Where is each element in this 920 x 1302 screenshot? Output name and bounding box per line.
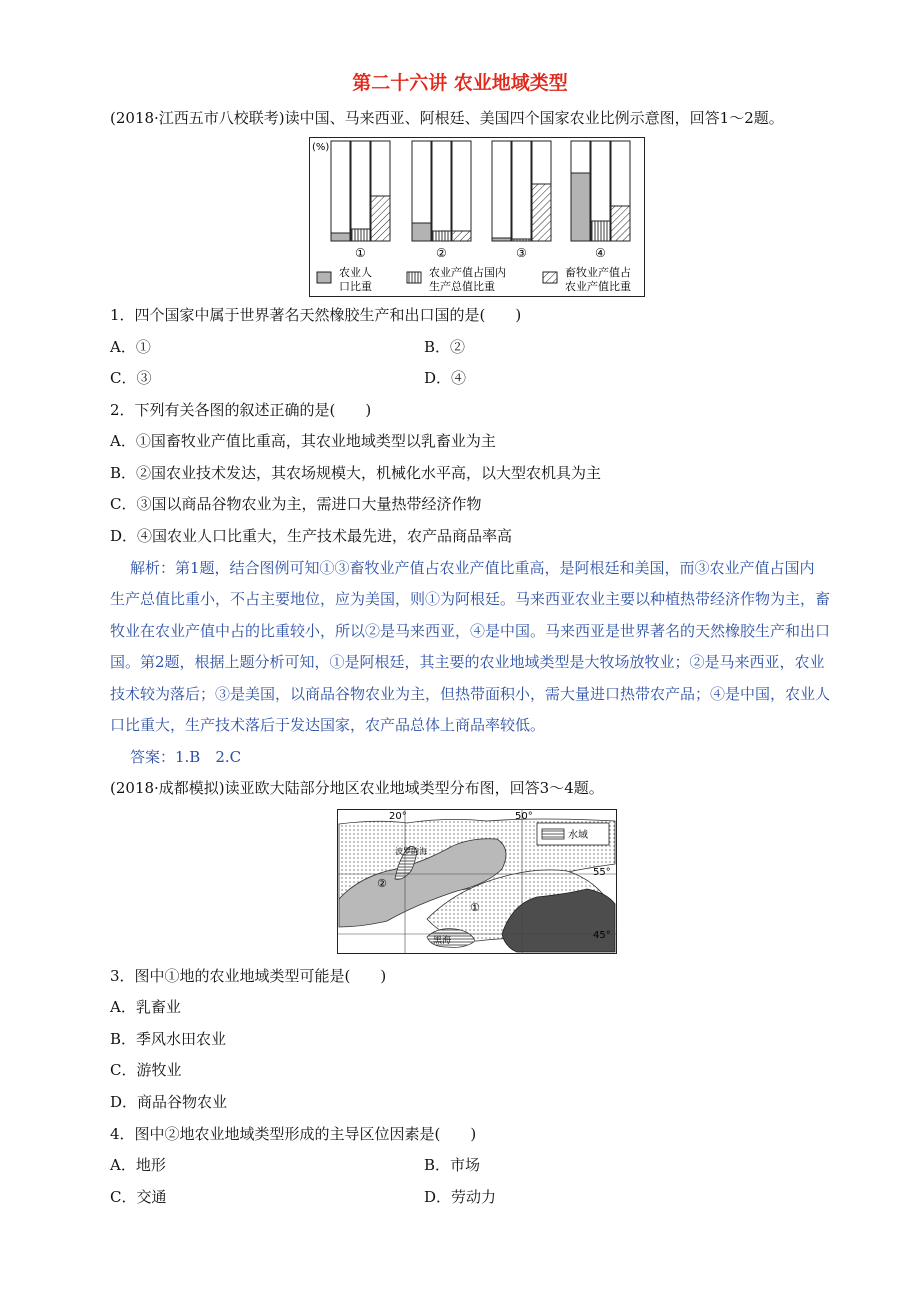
analysis-line: 解析：第1题，结合图例可知①③畜牧业产值占农业产值比重高，是阿根廷和美国，而③农业产值占国内 bbox=[130, 559, 815, 577]
q1-option-b[interactable]: B．② bbox=[424, 338, 466, 356]
q3-option-a[interactable]: A．乳畜业 bbox=[110, 998, 181, 1016]
agriculture-ratio-chart bbox=[309, 137, 645, 297]
legend-swatch bbox=[543, 272, 557, 283]
legend-swatch bbox=[407, 272, 421, 283]
latitude-55-label: 55° bbox=[593, 867, 611, 878]
answer-line: 答案：1.B 2.C bbox=[130, 748, 242, 766]
bar-frame bbox=[492, 141, 511, 241]
bar-3-series-3 bbox=[532, 184, 551, 241]
bar-1-series-3 bbox=[371, 196, 390, 241]
bar-2-series-2 bbox=[432, 231, 451, 241]
legend-label: 口比重 bbox=[339, 280, 372, 293]
q3-option-c[interactable]: C．游牧业 bbox=[110, 1061, 182, 1079]
legend-label: 农业产值比重 bbox=[565, 280, 631, 293]
question-2-stem: 2．下列有关各图的叙述正确的是( ) bbox=[110, 401, 372, 419]
analysis-line: 牧业在农业产值中占的比重较小，所以②是马来西亚，④是中国。马来西亚是世界著名的天然橡胶生产和出口 bbox=[110, 622, 831, 640]
intro-q3-4: (2018·成都模拟)读亚欧大陆部分地区农业地域类型分布图，回答3～4题。 bbox=[110, 779, 604, 797]
question-1-stem: 1．四个国家中属于世界著名天然橡胶生产和出口国的是( ) bbox=[110, 306, 522, 324]
longitude-50-label: 50° bbox=[515, 811, 533, 822]
q4-option-a[interactable]: A．地形 bbox=[110, 1156, 166, 1174]
q4-option-b[interactable]: B．市场 bbox=[424, 1156, 481, 1174]
bar-frame bbox=[512, 141, 531, 241]
q1-option-c[interactable]: C．③ bbox=[110, 369, 152, 387]
analysis-line: 口比重大，生产技术落后于发达国家，农产品总体上商品率较低。 bbox=[110, 716, 546, 734]
legend-label: 生产总值比重 bbox=[429, 280, 495, 293]
q3-option-d[interactable]: D．商品谷物农业 bbox=[110, 1093, 228, 1111]
y-axis-label: (%) bbox=[312, 142, 330, 153]
longitude-20-label: 20° bbox=[389, 811, 407, 822]
baltic-sea-label: 波罗的海 bbox=[395, 847, 427, 856]
bar-2-series-3 bbox=[452, 231, 471, 241]
analysis-line: 技术较为落后；③是美国，以商品谷物农业为主，但热带面积小，需大量进口热带农产品；④是中国，农业人 bbox=[110, 685, 831, 703]
bar-frame bbox=[351, 141, 370, 241]
analysis-line: 国。第2题，根据上题分析可知，①是阿根廷，其主要的农业地域类型是大牧场放牧业；②是马来西亚，农业 bbox=[110, 653, 825, 671]
bar-1-series-2 bbox=[351, 229, 370, 241]
category-label: ③ bbox=[516, 246, 527, 260]
category-label: ② bbox=[436, 246, 447, 260]
bar-1-series-1 bbox=[331, 233, 350, 241]
legend-swatch bbox=[317, 272, 331, 283]
q1-option-a[interactable]: A．① bbox=[110, 338, 151, 356]
question-3-stem: 3．图中①地的农业地域类型可能是( ) bbox=[110, 967, 387, 985]
bar-frame bbox=[452, 141, 471, 241]
analysis-line: 生产总值比重小，不占主要地位，应为美国，则①为阿根廷。马来西亚农业主要以种植热带经济作物为主，畜 bbox=[110, 590, 831, 608]
q1-option-d[interactable]: D．④ bbox=[424, 369, 467, 387]
q2-option-d[interactable]: D．④国农业人口比重大，生产技术最先进，农产品商品率高 bbox=[110, 527, 513, 545]
bar-2-series-1 bbox=[412, 223, 431, 241]
q2-option-c[interactable]: C．③国以商品谷物农业为主，需进口大量热带经济作物 bbox=[110, 495, 482, 513]
q4-option-c[interactable]: C．交通 bbox=[110, 1188, 167, 1206]
category-label: ① bbox=[355, 246, 366, 260]
q2-option-a[interactable]: A．①国畜牧业产值比重高，其农业地域类型以乳畜业为主 bbox=[110, 432, 496, 450]
legend-label: 畜牧业产值占 bbox=[565, 266, 631, 279]
latitude-45-label: 45° bbox=[593, 930, 611, 941]
intro-q1-2: (2018·江西五市八校联考)读中国、马来西亚、阿根廷、美国四个国家农业比例示意图，回答1～2题。 bbox=[110, 109, 784, 127]
bar-4-series-3 bbox=[611, 206, 630, 241]
question-4-stem: 4．图中②地农业地域类型形成的主导区位因素是( ) bbox=[110, 1125, 477, 1143]
water-legend-swatch bbox=[542, 829, 564, 839]
region-1-label: ① bbox=[470, 901, 480, 914]
black-sea-label: 黑海 bbox=[433, 936, 452, 946]
category-label: ④ bbox=[595, 246, 606, 260]
bar-3-series-2 bbox=[512, 239, 531, 241]
legend-label: 农业人 bbox=[339, 266, 372, 279]
legend-label: 农业产值占国内 bbox=[429, 266, 506, 279]
q2-option-b[interactable]: B．②国农业技术发达，其农场规模大，机械化水平高，以大型农机具为主 bbox=[110, 464, 602, 482]
bar-frame bbox=[331, 141, 350, 241]
bar-frame bbox=[432, 141, 451, 241]
q4-option-d[interactable]: D．劳动力 bbox=[424, 1188, 497, 1206]
bar-4-series-1 bbox=[571, 173, 590, 241]
page-title: 第二十六讲 农业地域类型 bbox=[352, 72, 568, 94]
water-legend-label: 水域 bbox=[568, 830, 588, 841]
bar-3-series-1 bbox=[492, 238, 511, 241]
bar-4-series-2 bbox=[591, 221, 610, 241]
q3-option-b[interactable]: B．季风水田农业 bbox=[110, 1030, 227, 1048]
region-2-label: ② bbox=[377, 877, 387, 890]
eurasia-agriculture-map bbox=[337, 809, 617, 954]
